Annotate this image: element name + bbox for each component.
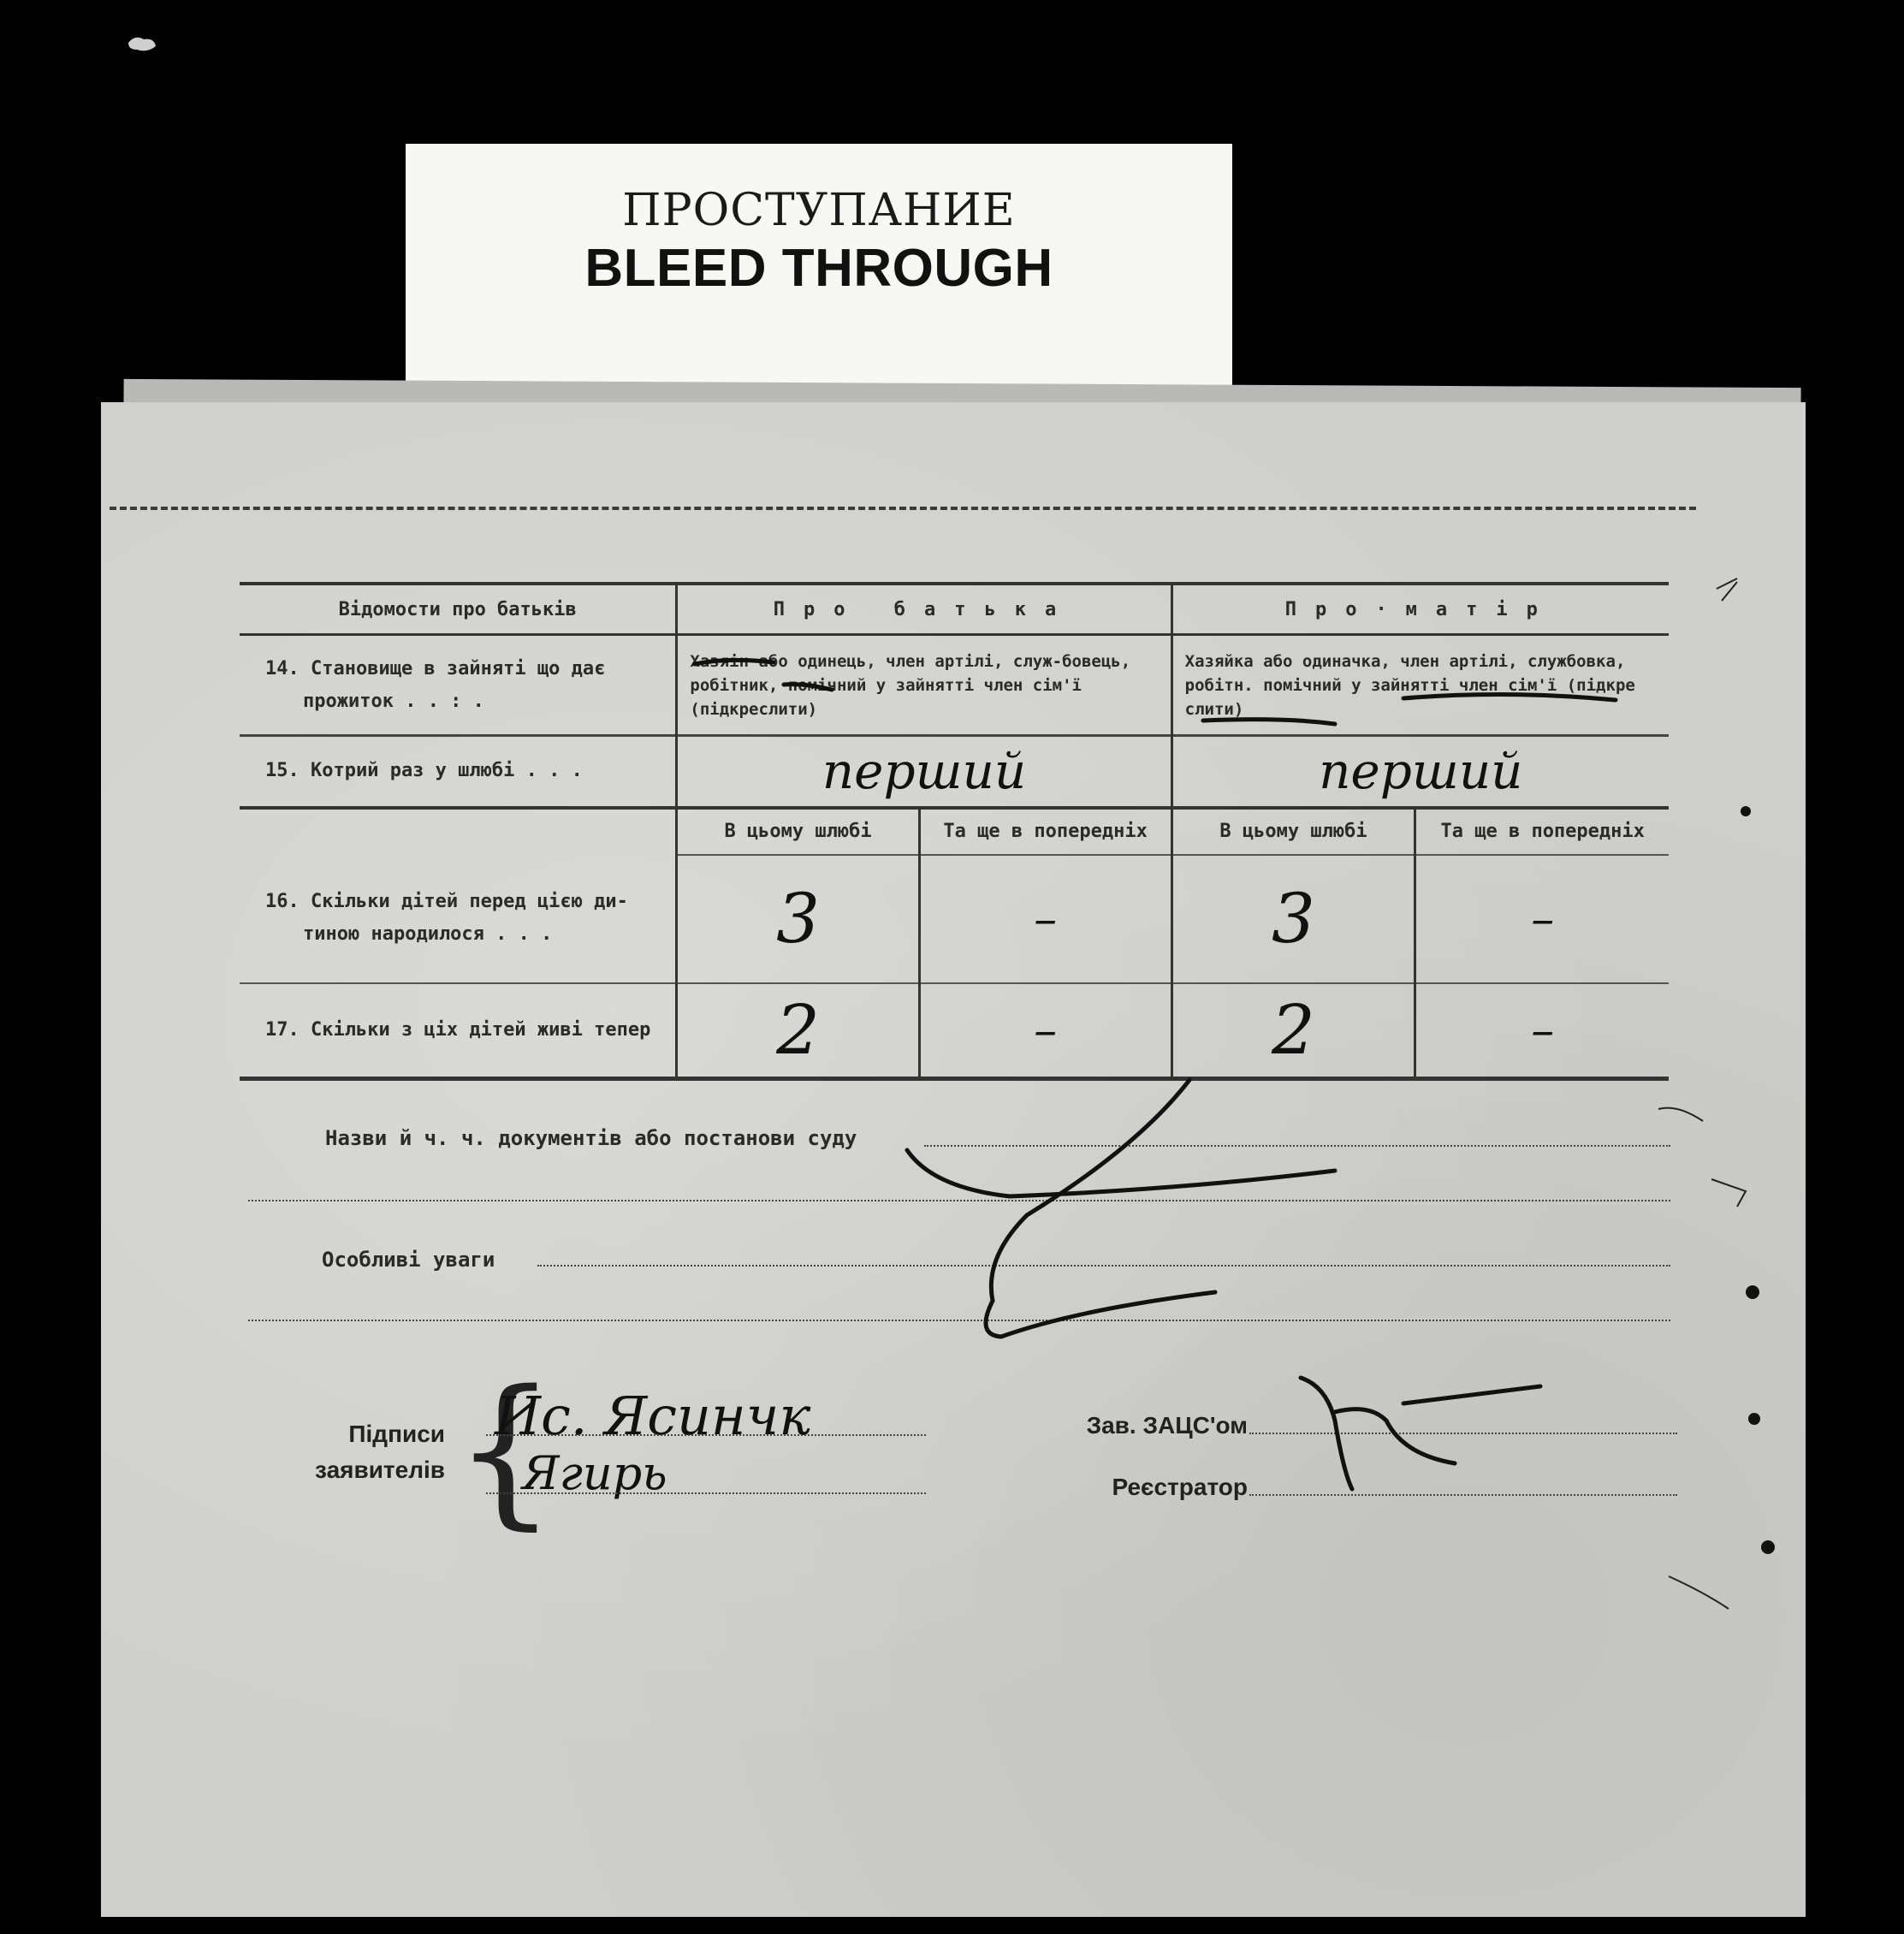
edge-hole-1 bbox=[1741, 806, 1751, 816]
row17-mother-this: 2 bbox=[1171, 983, 1415, 1079]
row14-label-line2: прожиток . . : . bbox=[303, 690, 484, 712]
row14-father-options: Хазяін або одинець, член артілі, служ-бовець, робітник, помічний у зайнятті член сім'ї (підкреслити) bbox=[677, 635, 1171, 736]
row16-label-line1: 16. Скільки дітей перед цією ди- bbox=[265, 891, 628, 912]
father-this-marriage-header: В цьому шлюбі bbox=[677, 808, 919, 855]
applicant-signature-1: Ис. Ясинчк bbox=[495, 1385, 811, 1447]
underline-father-khazyain bbox=[695, 660, 774, 664]
row15-father-value: перший bbox=[677, 736, 1171, 808]
head-zags-label: Зав. ЗАЦС'ом bbox=[1086, 1412, 1248, 1439]
row16-mother-this: 3 bbox=[1171, 855, 1415, 983]
documents-label: Назви й ч. ч. документів або постанови суду bbox=[325, 1126, 857, 1150]
row15-mother-value: перший bbox=[1171, 736, 1669, 808]
mother-this-marriage-header: В цьому шлюбі bbox=[1171, 808, 1415, 855]
edge-hole-3 bbox=[1748, 1413, 1760, 1425]
edge-hole-2 bbox=[1746, 1285, 1759, 1299]
remarks-label: Особливі уваги bbox=[322, 1248, 495, 1272]
row16-mother-prev: – bbox=[1415, 855, 1669, 983]
row16-father-prev: – bbox=[919, 855, 1171, 983]
row17-father-this: 2 bbox=[677, 983, 919, 1079]
underline-mother-family bbox=[1203, 720, 1335, 724]
applicants-brace: { bbox=[454, 1356, 557, 1545]
col-header-parents-info: Відомости про батьків bbox=[240, 584, 677, 635]
remarks-dash-loop bbox=[907, 1150, 1335, 1196]
applicant-signature-2: Ягирь bbox=[522, 1446, 667, 1500]
registrar-label: Реєстратор bbox=[1112, 1474, 1248, 1500]
row16-label-line2: тиною народилося . . . bbox=[303, 923, 553, 945]
row17-mother-prev: – bbox=[1415, 983, 1669, 1079]
applicants-label-line1: Підписи bbox=[348, 1421, 445, 1447]
mother-previous-header: Та ще в попередніх bbox=[1415, 808, 1669, 855]
row15-label: 15. Котрий раз у шлюбі . . . bbox=[265, 760, 583, 782]
col-header-mother: Про·матір bbox=[1171, 584, 1669, 635]
edge-tear-4 bbox=[1669, 1576, 1729, 1609]
row14-mother-options: Хазяйка або одиначка, член артілі, службовка, робітн. помічний у зайнятті член сім'ї (підкре слити) bbox=[1171, 635, 1669, 736]
underline-father-worker bbox=[784, 685, 832, 690]
row14-label-line1: 14. Становище в зайняті що дає bbox=[265, 657, 606, 679]
registrar-scrawl bbox=[1301, 1378, 1540, 1489]
edge-tear-1 bbox=[1717, 578, 1737, 601]
applicants-label-line2: заявителів bbox=[315, 1456, 445, 1483]
edge-tear-2 bbox=[1658, 1108, 1703, 1121]
row17-father-prev: – bbox=[919, 983, 1171, 1079]
underline-mother-helper bbox=[1403, 694, 1616, 700]
col-header-father: Про батька bbox=[677, 584, 1171, 635]
edge-tear-3 bbox=[1711, 1179, 1746, 1207]
father-previous-header: Та ще в попередніх bbox=[919, 808, 1171, 855]
label-russian-text: ПРОСТУПАНИЕ bbox=[622, 185, 1016, 236]
row16-father-this: 3 bbox=[677, 855, 919, 983]
label-english-text: BLEED THROUGH bbox=[584, 239, 1053, 298]
remarks-dash-stroke bbox=[986, 1080, 1215, 1337]
row17-label: 17. Скільки з ціх дітей живі тепер bbox=[265, 1018, 651, 1041]
edge-hole-4 bbox=[1761, 1540, 1775, 1554]
